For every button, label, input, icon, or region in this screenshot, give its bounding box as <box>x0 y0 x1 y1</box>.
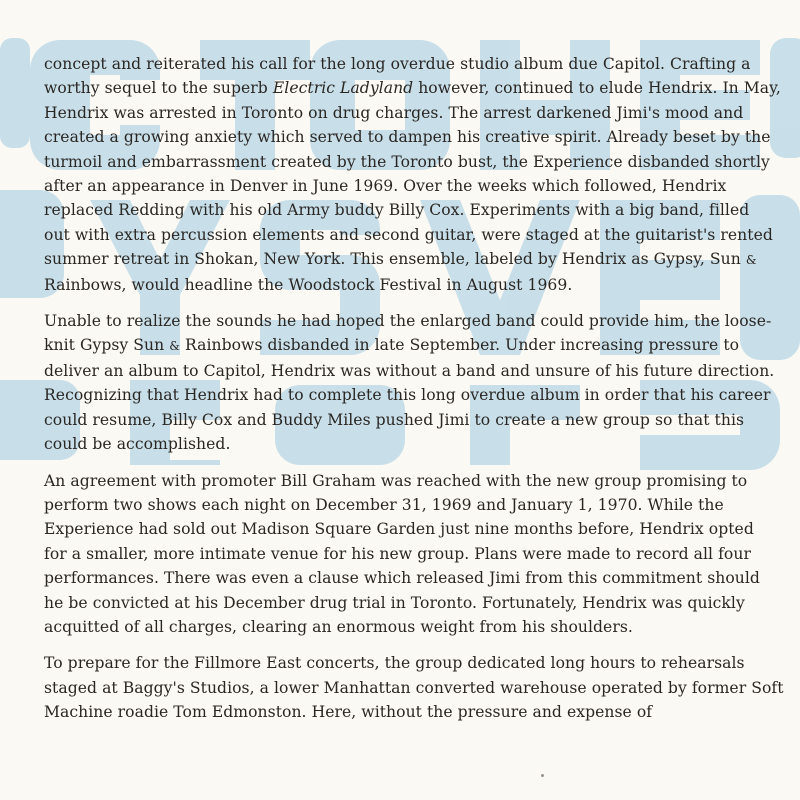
text-run: created a growing anxiety which served to dampen his creative spirit. Already beset by the <box>44 128 771 147</box>
text-line <box>44 615 772 639</box>
text-run: could be accomplished. <box>44 435 231 454</box>
album-title-italic: Electric Ladyland <box>272 79 414 98</box>
text-line <box>44 359 775 383</box>
text-run: Rainbows disbanded in late September. Under increasing pressure to <box>179 336 740 355</box>
text-run: Experience had sold out Madison Square Garden just nine months before, Hendrix opted <box>44 520 754 539</box>
text-run: replaced Redding with his old Army buddy Billy Cox. Experiments with a big band, filled <box>44 201 750 220</box>
text-line <box>44 150 772 174</box>
text-run: performances. There was even a clause which released Jimi from this commitment should <box>44 569 760 588</box>
text-run: concept and reiterated his call for the long overdue studio album due Capitol. Crafting a <box>44 55 751 73</box>
text-line <box>44 333 772 358</box>
text-line <box>44 651 772 675</box>
text-line <box>44 493 772 517</box>
text-line <box>44 383 772 407</box>
text-run: staged at Baggy's Studios, a lower Manhattan converted warehouse operated by former Soft <box>44 678 784 697</box>
body-paragraph <box>44 469 772 640</box>
text-run: could resume, Billy Cox and Buddy Miles pushed Jimi to create a new group so that this <box>44 410 745 429</box>
body-paragraph <box>44 651 784 724</box>
text-run: for a smaller, more intimate venue for his new group. Plans were made to record all four <box>44 544 751 563</box>
text-run: after an appearance in Denver in June 1969. Over the weeks which followed, Hendrix <box>44 177 727 196</box>
text-run: Machine roadie Tom Edmonston. Here, without the pressure and expense of <box>44 703 653 722</box>
text-line <box>44 273 772 297</box>
text-run: he be convicted at his December drug trial in Toronto. Fortunately, Hendrix was quickly <box>44 593 745 612</box>
text-run: however, continued to elude Hendrix. In May, <box>413 79 781 98</box>
text-line <box>44 542 772 566</box>
text-run: Hendrix was arrested in Toronto on drug charges. The arrest darkened Jimi's mood and <box>44 103 744 122</box>
text-run: Recognizing that Hendrix had to complete this long overdue album in order that his career <box>44 386 771 405</box>
text-run: out with extra percussion elements and second guitar, were staged at the guitarist's rented <box>44 225 773 244</box>
text-run: To prepare for the Fillmore East concerts, the group dedicated long hours to rehearsals <box>44 654 745 673</box>
text-run: acquitted of all charges, clearing an enormous weight from his shoulders. <box>44 617 633 636</box>
body-paragraph <box>44 52 781 297</box>
ampersand: & <box>745 253 757 268</box>
text-run: perform two shows each night on December 31, 1969 and January 1, 1970. While the <box>44 495 724 514</box>
text-line <box>44 198 772 222</box>
text-run: knit Gypsy Sun <box>44 336 170 355</box>
text-run: worthy sequel to the superb <box>44 79 273 98</box>
text-run: turmoil and embarrassment created by the Toronto bust, the Experience disbanded shortly <box>44 152 770 171</box>
text-line <box>44 52 772 76</box>
text-line <box>44 700 772 724</box>
text-line <box>44 432 772 456</box>
text-line <box>44 469 772 493</box>
text-line <box>44 174 772 198</box>
text-line <box>44 408 772 432</box>
text-line <box>44 223 772 247</box>
text-line <box>44 676 784 700</box>
stray-ink-dot <box>541 774 544 777</box>
text-line <box>44 247 772 272</box>
text-run: An agreement with promoter Bill Graham was reached with the new group promising to <box>44 471 748 490</box>
text-line <box>44 566 772 590</box>
text-line <box>44 76 781 100</box>
ampersand: & <box>169 339 180 354</box>
article-text <box>44 52 784 737</box>
text-run: deliver an album to Capitol, Hendrix was without a band and unsure of his future direction. <box>44 361 775 380</box>
text-line <box>44 125 772 149</box>
body-paragraph <box>44 309 775 456</box>
text-line <box>44 309 772 333</box>
text-line <box>44 517 772 541</box>
text-run: summer retreat in Shokan, New York. This ensemble, labeled by Hendrix as Gypsy, Sun <box>44 250 746 269</box>
text-run: Unable to realize the sounds he had hoped the enlarged band could provide him, the loose- <box>44 312 772 331</box>
text-line <box>44 101 772 125</box>
text-line <box>44 591 772 615</box>
text-run: Rainbows, would headline the Woodstock Festival in August 1969. <box>44 275 573 294</box>
